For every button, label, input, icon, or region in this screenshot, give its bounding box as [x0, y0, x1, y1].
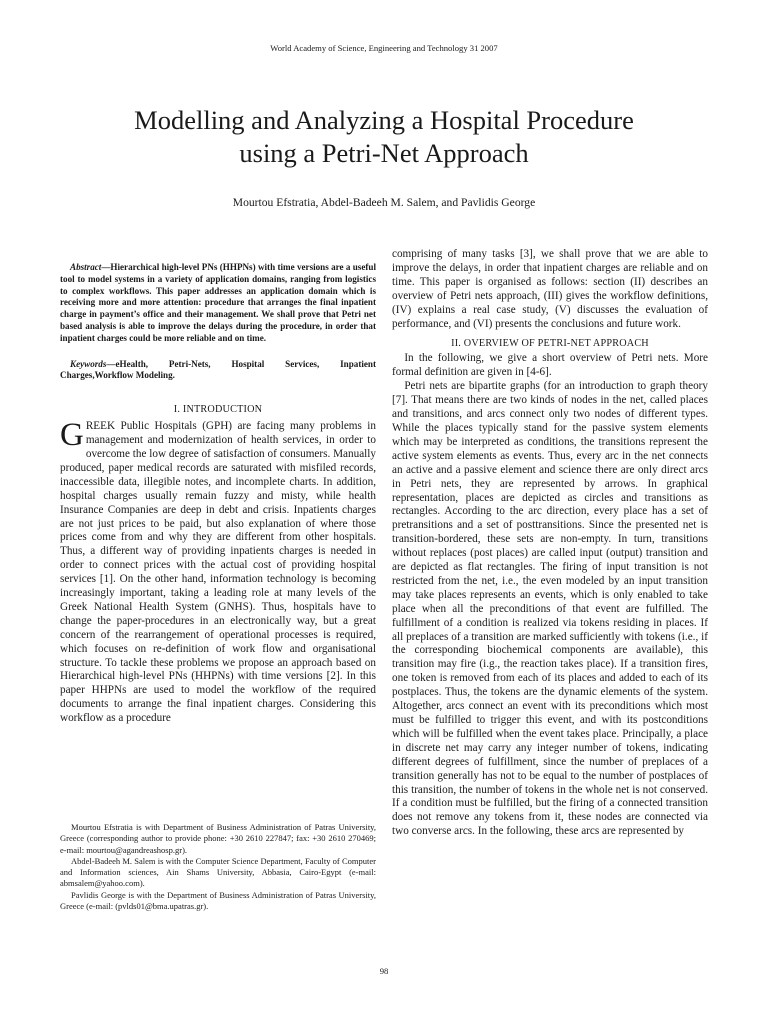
introduction-continuation: comprising of many tasks [3], we shall prove that we are able to improve the delays, in order that inpatient charges are reliable and on time. This paper is organised as follows: section (II) describes an overview of Petri nets approach, (III) gives the workflow definitions, (IV) explains a real case study, (V) discusses the evaluation of performance, and (VI) presents the conclusions and future work. [392, 248, 708, 330]
footnote-author-1: Mourtou Efstratia is with Department of Business Administration of Patras University, Greece (corresponding author to provide phone: +30 2610 227847; fax: +30 2610 270469; e-mail: mourtou@agandreashosp.gr). [60, 822, 376, 855]
paper-title [60, 104, 708, 170]
abstract [60, 262, 376, 345]
running-header: World Academy of Science, Engineering and Technology 31 2007 [270, 43, 498, 53]
keywords [60, 359, 376, 383]
title-line-2: using a Petri-Net Approach [239, 138, 529, 168]
overview-paragraph-1: In the following, we give a short overview of Petri nets. More formal definition are given in [4-6]. [392, 352, 708, 379]
section-heading-introduction: I. INTRODUCTION [173, 404, 263, 416]
keywords-label: Keywords [70, 358, 107, 369]
overview-paragraph-2: Petri nets are bipartite graphs (for an introduction to graph theory [7]. That means there are two kinds of nodes in the net, called places and transitions, and arcs connect only two nodes of different types. While the places typically stand for the passive system elements which may be interpreted as conditions, the transitions represent the active system elements as events. Thus, every arc in the net connects an active and a passive element and science there are only direct arcs in Petri nets, they are represented by arrows. In graphical representation, places are depicted as circles and transitions as rectangles. According to the arc direction, every place has a set of pretransitions and a set of posttransitions. Since the presented net is transition-bordered, these sets are non-empty. In turn, transitions without replaces (post places) are called input (output) transition and are depicted as flat rectangles. The firing of input transition is not restricted from the net, i.e., the even modeled by an input transition may take places represents an events, which is only enabled to take place when all the preconditions of that event are fulfilled. The fulfillment of a condition is realized via tokens residing in places. If all preplaces of a transition are marked sufficiently with tokens (i.e., if the corresponding biochemical components are available), this transition may fire (i.g., the reaction takes place). If a transition fires, one token is removed from each of its places and added to each of its postplaces. Thus, the tokens are the dynamic elements of the system. Altogether, arcs connect an event with its preconditions which most must be fulfilled to trigger this event, and with its postconditions which will be fulfilled when the event takes place. Principally, a place in discrete net may carry any integer number of tokens, indicating different degrees of fulfillment, since the number of preplaces of a transition generally has not to be equal to the number of postplaces of this transition, the number of tokens in the whole net is not conserved. If a condition must be fulfilled, but the firing of a connected transition does not remove any tokens from it, these nodes are connected via two converse arcs. In the following, these arcs are represented by [392, 380, 708, 838]
footnote-author-3: Pavlidis George is with the Department of Business Administration of Patras University, Greece (e-mail: (pvlds01@bma.upatras.gr). [60, 889, 376, 912]
abstract-text: —Hierarchical high-level PNs (HHPNs) with time versions are a useful tool to model systems in a variety of application domains, ranging from logistics to complex workflows. This paper addresses an application domain which is receiving more and more attention: procedure that arranges the final inpatient charge in payment’s office and their management. We shall prove that Petri net based analysis is able to improve the delays during the procedure, in order that inpatient charges could be more reliable and on time. [60, 262, 376, 343]
introduction-paragraph: GREEK Public Hospitals (GPH) are facing many problems in management and modernization of health services, in order to overcome the low degree of satisfaction of consumers. Manually produced, paper medical records are saturated with misfiled records, inaccessible data, illegible notes, and incomplete charts. In addition, hospital charges usually remain fuzzy and misty, while health Insurance Companies are deep in debt and crisis. Inpatients charges are not just prices to be paid, but also explanation of where those prices come from and why they are different from other hospitals. Thus, a different way of providing inpatients charges is needed in order to connect prices with the actual cost of providing hospital services [1]. On the other hand, information technology is becoming increasingly important, taking a leading role at many levels of the Greek National Health System (GNHS). Thus, hospitals have to change the paper-procedures in an electronically way, but a great concern of the rearrangement of operational processes is required, which focuses on re-definition of work flow and organisational structure. To tackle these problems we propose an approach based on Hierarchical high-level PNs (HHPNs) with time versions [2]. In this paper HHPNs are used to model the workflow of the required documents to arrange the final inpatient charges. Considering this workflow as a procedure [60, 417, 376, 725]
footnotes [60, 822, 376, 912]
title-line-1: Modelling and Analyzing a Hospital Procedure [134, 105, 634, 135]
page-number: 98 [379, 966, 389, 976]
author-list: Mourtou Efstratia, Abdel-Badeeh M. Salem, and Pavlidis George [232, 196, 536, 209]
footnote-author-2: Abdel-Badeeh M. Salem is with the Computer Science Department, Faculty of Computer and Information sciences, Ain Shams University, Abbasia, Cairo-Egypt (e-mail: abmsalem@yahoo.com). [60, 855, 376, 889]
right-column [392, 248, 708, 839]
section-heading-overview: II. OVERVIEW OF PETRI-NET APPROACH [451, 338, 649, 350]
left-column [60, 262, 376, 726]
keywords-text: —eHealth, Petri-Nets, Hospital Services, Inpatient Charges,Workflow Modeling. [60, 358, 376, 381]
abstract-label: Abstract [70, 262, 102, 272]
